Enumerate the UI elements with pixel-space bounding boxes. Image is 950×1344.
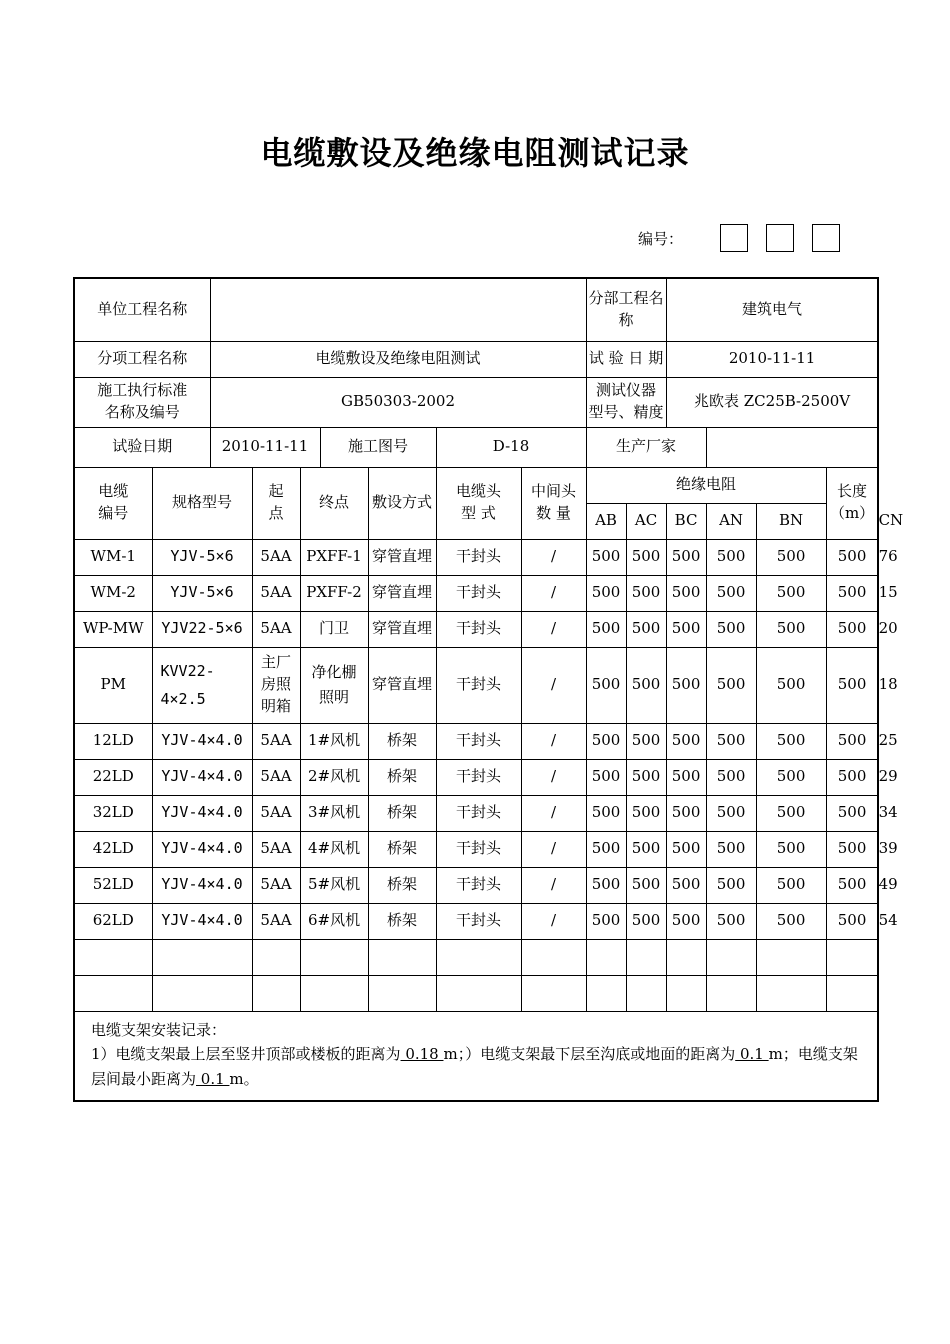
cell-ac[interactable]: 500 — [626, 575, 666, 611]
cell-mid[interactable]: / — [521, 759, 586, 795]
maker-value[interactable] — [706, 427, 878, 467]
empty-cell[interactable] — [706, 939, 756, 975]
col-phase-bc: BC — [666, 503, 706, 539]
cell-cn[interactable]: 500 — [826, 831, 878, 867]
empty-row — [74, 939, 878, 975]
empty-row — [74, 975, 878, 1011]
cell-cn[interactable]: 500 — [826, 539, 878, 575]
cell-mid[interactable]: / — [521, 539, 586, 575]
cell-laying[interactable]: 穿管直埋 — [368, 575, 436, 611]
top-distance-value[interactable]: 0.18 — [400, 1045, 444, 1064]
cell-bc[interactable]: 500 — [666, 759, 706, 795]
cell-ac[interactable]: 500 — [626, 539, 666, 575]
record-table — [73, 277, 904, 1102]
cell-bn[interactable]: 500 — [756, 867, 826, 903]
cell-spec[interactable]: YJV-5×6 — [152, 575, 252, 611]
cell-head[interactable]: 干封头 — [436, 723, 521, 759]
bracket-record-row — [74, 1011, 878, 1101]
cell-cable-no[interactable]: 22LD — [74, 759, 152, 795]
unit-project-label: 单位工程名称 — [74, 278, 210, 341]
empty-cell[interactable] — [300, 975, 368, 1011]
cell-laying[interactable]: 桥架 — [368, 759, 436, 795]
trial-date-label: 试验日期 — [74, 427, 210, 467]
cell-mid[interactable]: / — [521, 723, 586, 759]
cell-cable-no[interactable]: WP-MW — [74, 611, 152, 647]
cell-end[interactable]: 1#风机 — [300, 723, 368, 759]
col-length — [826, 467, 878, 539]
standard-label — [74, 377, 210, 427]
col-cable-no — [74, 467, 152, 539]
cell-an[interactable]: 500 — [706, 539, 756, 575]
cell-mid[interactable]: / — [521, 611, 586, 647]
cell-head[interactable]: 干封头 — [436, 575, 521, 611]
empty-cell[interactable] — [666, 975, 706, 1011]
empty-cell[interactable] — [368, 939, 436, 975]
cell-cable-no[interactable]: WM-1 — [74, 539, 152, 575]
code-box-3[interactable] — [812, 224, 840, 252]
cell-bn[interactable]: 500 — [756, 539, 826, 575]
empty-cell[interactable] — [74, 939, 152, 975]
cell-ab[interactable]: 500 — [586, 831, 626, 867]
cell-spec[interactable]: YJV-4×4.0 — [152, 903, 252, 939]
note-text-2: m；）电缆支架最下层至沟底或地面的距离为 — [443, 1045, 736, 1064]
cell-mid[interactable]: / — [521, 795, 586, 831]
cell-head[interactable]: 干封头 — [436, 795, 521, 831]
cell-laying[interactable]: 穿管直埋 — [368, 611, 436, 647]
table-row: 32LD YJV-4×4.0 5AA 3#风机 桥架 干封头 / 500 500 500 500 500 500 34 — [74, 795, 878, 831]
cell-start-line1: 主厂 — [261, 653, 292, 672]
table-row: 12LD YJV-4×4.0 5AA 1#风机 桥架 干封头 / 500 500 500 500 500 500 25 — [74, 723, 878, 759]
cell-spec-line1: KVV22- — [160, 661, 215, 680]
code-box-1[interactable] — [720, 224, 748, 252]
col-cable-no-line2: 编号 — [98, 504, 129, 522]
table-row: WM-1 YJV-5×6 5AA PXFF-1 穿管直埋 干封头 / 500 500 500 500 500 500 76 — [74, 539, 878, 575]
cell-ac[interactable]: 500 — [626, 795, 666, 831]
cell-mid[interactable]: / — [521, 831, 586, 867]
cell-head[interactable]: 干封头 — [436, 831, 521, 867]
cell-bn[interactable]: 500 — [756, 831, 826, 867]
header-row-1 — [74, 278, 878, 341]
sub-project-value[interactable]: 建筑电气 — [666, 278, 878, 341]
cell-bc[interactable]: 500 — [666, 831, 706, 867]
cell-cable-no[interactable]: 32LD — [74, 795, 152, 831]
layer-distance-value[interactable]: 0.1 — [196, 1070, 230, 1088]
cell-bc[interactable]: 500 — [666, 903, 706, 939]
col-mid-line2: 数 量 — [536, 504, 571, 522]
cell-spec[interactable]: YJV22-5×6 — [152, 611, 252, 647]
cell-spec[interactable] — [152, 647, 252, 723]
cell-start[interactable]: 5AA — [252, 723, 300, 759]
cell-cable-no[interactable]: 62LD — [74, 903, 152, 939]
drawing-value[interactable]: D-18 — [436, 427, 586, 467]
empty-cell[interactable] — [368, 975, 436, 1011]
empty-cell[interactable] — [626, 939, 666, 975]
cell-bc[interactable]: 500 — [666, 723, 706, 759]
table-row: WP-MW YJV22-5×6 5AA 门卫 穿管直埋 干封头 / 500 500 500 500 500 500 20 — [74, 611, 878, 647]
cell-end-line2: 照明 — [319, 688, 350, 706]
cell-spec[interactable]: YJV-4×4.0 — [152, 759, 252, 795]
cell-bc[interactable]: 500 — [666, 795, 706, 831]
cell-ab[interactable]: 500 — [586, 867, 626, 903]
empty-cell[interactable] — [626, 975, 666, 1011]
header-row-4 — [74, 427, 878, 467]
cell-ac[interactable]: 500 — [626, 647, 666, 723]
cell-end[interactable]: PXFF-2 — [300, 575, 368, 611]
table-row: WM-2 YJV-5×6 5AA PXFF-2 穿管直埋 干封头 / 500 500 500 500 500 500 15 — [74, 575, 878, 611]
cell-an[interactable]: 500 — [706, 647, 756, 723]
col-mid — [521, 467, 586, 539]
cell-cn[interactable]: 500 — [826, 903, 878, 939]
cell-bc[interactable]: 500 — [666, 539, 706, 575]
bottom-distance-value[interactable]: 0.1 — [735, 1045, 769, 1064]
cell-bc[interactable]: 500 — [666, 867, 706, 903]
cell-cable-no[interactable]: 12LD — [74, 723, 152, 759]
col-laying: 敷设方式 — [368, 467, 436, 539]
column-header-row-2: AB AC BC AN BN CN — [74, 503, 878, 539]
cell-an[interactable]: 500 — [706, 723, 756, 759]
cell-cn[interactable]: 500 — [826, 795, 878, 831]
col-phase-ab: AB — [586, 503, 626, 539]
cell-bc[interactable]: 500 — [666, 611, 706, 647]
table-row: 42LD YJV-4×4.0 5AA 4#风机 桥架 干封头 / 500 500 500 500 500 500 39 — [74, 831, 878, 867]
unit-project-value[interactable] — [210, 278, 586, 341]
cell-bn[interactable]: 500 — [756, 903, 826, 939]
table-row: PM KVV22- 4×2.5 主厂 房照 明箱 净化棚 照明 穿管直埋 干封头 / 500 500 500 500 500 500 18 — [74, 647, 878, 723]
cell-cable-no[interactable]: PM — [74, 647, 152, 723]
table-row: 62LD YJV-4×4.0 5AA 6#风机 桥架 干封头 / 500 500 500 500 500 500 54 — [74, 903, 878, 939]
cell-start-line2: 房照 — [261, 675, 292, 694]
cell-mid[interactable]: / — [521, 903, 586, 939]
col-mid-line1: 中间头 — [531, 482, 577, 501]
empty-cell[interactable] — [586, 939, 626, 975]
cell-bn[interactable]: 500 — [756, 795, 826, 831]
maker-label: 生产厂家 — [586, 427, 706, 467]
table-row: 52LD YJV-4×4.0 5AA 5#风机 桥架 干封头 / 500 500 500 500 500 500 49 — [74, 867, 878, 903]
cell-cn[interactable]: 500 — [826, 647, 878, 723]
code-label: 编号： — [638, 229, 684, 248]
cell-ab[interactable]: 500 — [586, 611, 626, 647]
cell-an[interactable]: 500 — [706, 795, 756, 831]
cell-cn[interactable]: 500 — [826, 867, 878, 903]
cell-bc[interactable]: 500 — [666, 647, 706, 723]
bracket-record-heading: 电缆支架安装记录： — [91, 1020, 227, 1039]
empty-cell[interactable] — [252, 939, 300, 975]
cell-ab[interactable]: 500 — [586, 539, 626, 575]
cell-cable-no[interactable]: 42LD — [74, 831, 152, 867]
cell-mid[interactable]: / — [521, 575, 586, 611]
cell-start[interactable]: 5AA — [252, 903, 300, 939]
empty-cell[interactable] — [756, 975, 826, 1011]
cell-ac[interactable]: 500 — [626, 723, 666, 759]
cell-start-line3: 明箱 — [261, 696, 292, 715]
col-phase-an: AN — [706, 503, 756, 539]
empty-cell[interactable] — [826, 975, 878, 1011]
cell-an[interactable]: 500 — [706, 759, 756, 795]
cell-ab[interactable]: 500 — [586, 759, 626, 795]
cell-laying[interactable]: 桥架 — [368, 903, 436, 939]
header-row-3 — [74, 377, 878, 427]
empty-cell[interactable] — [436, 939, 521, 975]
standard-value[interactable]: GB50303-2002 — [210, 377, 586, 427]
col-start — [252, 467, 300, 539]
cell-end[interactable]: PXFF-1 — [300, 539, 368, 575]
cell-cn[interactable]: 500 — [826, 611, 878, 647]
cell-ab[interactable]: 500 — [586, 723, 626, 759]
cell-bn[interactable]: 500 — [756, 575, 826, 611]
cell-ac[interactable]: 500 — [626, 867, 666, 903]
cell-head[interactable]: 干封头 — [436, 611, 521, 647]
empty-cell[interactable] — [756, 939, 826, 975]
page-title: 电缆敷设及绝缘电阻测试记录 — [260, 134, 690, 172]
test-date-value[interactable]: 2010-11-11 — [666, 341, 878, 377]
empty-cell[interactable] — [706, 975, 756, 1011]
cell-bc[interactable]: 500 — [666, 575, 706, 611]
cell-cn[interactable]: 500 — [826, 759, 878, 795]
cell-start[interactable]: 5AA — [252, 611, 300, 647]
cell-end[interactable]: 4#风机 — [300, 831, 368, 867]
cell-ab[interactable]: 500 — [586, 795, 626, 831]
cell-end[interactable]: 门卫 — [300, 611, 368, 647]
empty-cell[interactable] — [152, 975, 252, 1011]
cell-ac[interactable]: 500 — [626, 611, 666, 647]
trial-date-value[interactable]: 2010-11-11 — [210, 427, 320, 467]
cell-cn[interactable]: 500 — [826, 723, 878, 759]
code-box-2[interactable] — [766, 224, 794, 252]
drawing-label: 施工图号 — [320, 427, 436, 467]
bracket-record-note — [74, 1011, 878, 1101]
note-text-1: 1）电缆支架最上层至竖井顶部或楼板的距离为 — [91, 1045, 401, 1064]
cell-mid[interactable]: / — [521, 647, 586, 723]
item-project-value[interactable]: 电缆敷设及绝缘电阻测试 — [210, 341, 586, 377]
cell-laying[interactable]: 穿管直埋 — [368, 647, 436, 723]
cell-spec[interactable]: YJV-4×4.0 — [152, 867, 252, 903]
instrument-value[interactable]: 兆欧表 ZC25B-2500V — [666, 377, 878, 427]
col-head-line1: 电缆头 — [456, 482, 502, 501]
cell-an[interactable]: 500 — [706, 867, 756, 903]
col-cable-no-line1: 电缆 — [98, 482, 129, 501]
cell-cable-no[interactable]: 52LD — [74, 867, 152, 903]
cell-bn[interactable]: 500 — [756, 759, 826, 795]
cell-end[interactable]: 6#风机 — [300, 903, 368, 939]
cell-end[interactable]: 5#风机 — [300, 867, 368, 903]
cell-start[interactable]: 5AA — [252, 795, 300, 831]
cell-spec[interactable]: YJV-4×4.0 — [152, 723, 252, 759]
cell-bn[interactable]: 500 — [756, 647, 826, 723]
col-start-line1: 起 — [268, 482, 284, 501]
cell-head[interactable]: 干封头 — [436, 647, 521, 723]
cell-start[interactable]: 5AA — [252, 831, 300, 867]
col-end: 终点 — [300, 467, 368, 539]
empty-cell[interactable] — [666, 939, 706, 975]
cell-laying[interactable]: 穿管直埋 — [368, 539, 436, 575]
cell-head[interactable]: 干封头 — [436, 903, 521, 939]
cell-start[interactable] — [252, 647, 300, 723]
item-project-label: 分项工程名称 — [74, 341, 210, 377]
cell-laying[interactable]: 桥架 — [368, 867, 436, 903]
empty-cell[interactable] — [521, 939, 586, 975]
header-row-2 — [74, 341, 878, 377]
cell-end-line1: 净化棚 — [311, 662, 357, 681]
instrument-label-line2: 型号、精度 — [588, 403, 664, 421]
cell-laying[interactable]: 桥架 — [368, 795, 436, 831]
empty-cell[interactable] — [436, 975, 521, 1011]
cell-bn[interactable]: 500 — [756, 611, 826, 647]
instrument-label-line1: 测试仪器 — [596, 381, 657, 400]
col-phase-bn: BN — [756, 503, 826, 539]
instrument-label — [586, 377, 666, 427]
empty-cell[interactable] — [586, 975, 626, 1011]
cell-mid[interactable]: / — [521, 867, 586, 903]
col-length-line2: （m） — [829, 504, 875, 522]
cell-ab[interactable]: 500 — [586, 903, 626, 939]
col-insulation: 绝缘电阻 — [586, 467, 826, 503]
empty-cell[interactable] — [300, 939, 368, 975]
cell-ac[interactable]: 500 — [626, 759, 666, 795]
cell-ac[interactable]: 500 — [626, 831, 666, 867]
empty-cell[interactable] — [152, 939, 252, 975]
note-text-3: m；电缆支架层间最小距离为 — [91, 1045, 858, 1088]
cell-an[interactable]: 500 — [706, 575, 756, 611]
col-head-line2: 型 式 — [461, 504, 496, 522]
cell-start[interactable]: 5AA — [252, 539, 300, 575]
col-start-line2: 点 — [268, 504, 284, 522]
empty-cell[interactable] — [74, 975, 152, 1011]
cell-spec-line2: 4×2.5 — [160, 690, 206, 708]
cell-an[interactable]: 500 — [706, 903, 756, 939]
empty-cell[interactable] — [826, 939, 878, 975]
cell-cable-no[interactable]: WM-2 — [74, 575, 152, 611]
table-row: 22LD YJV-4×4.0 5AA 2#风机 桥架 干封头 / 500 500 500 500 500 500 29 — [74, 759, 878, 795]
sub-project-label: 分部工程名称 — [586, 278, 666, 341]
col-phase-ac: AC — [626, 503, 666, 539]
cell-spec[interactable]: YJV-4×4.0 — [152, 795, 252, 831]
cell-start[interactable]: 5AA — [252, 575, 300, 611]
cell-spec[interactable]: YJV-5×6 — [152, 539, 252, 575]
cell-head[interactable]: 干封头 — [436, 867, 521, 903]
cell-bn[interactable]: 500 — [756, 723, 826, 759]
cell-head[interactable]: 干封头 — [436, 759, 521, 795]
cell-laying[interactable]: 桥架 — [368, 831, 436, 867]
cell-end[interactable] — [300, 647, 368, 723]
cell-ab[interactable]: 500 — [586, 575, 626, 611]
test-date-label: 试 验 日 期 — [586, 341, 666, 377]
cell-laying[interactable]: 桥架 — [368, 723, 436, 759]
cell-start[interactable]: 5AA — [252, 759, 300, 795]
cell-ab[interactable]: 500 — [586, 647, 626, 723]
empty-cell[interactable] — [521, 975, 586, 1011]
cell-end[interactable]: 2#风机 — [300, 759, 368, 795]
col-head — [436, 467, 521, 539]
standard-label-line2: 名称及编号 — [104, 403, 180, 421]
standard-label-line1: 施工执行标准 — [97, 381, 188, 400]
col-length-line1: 长度 — [837, 482, 868, 501]
cell-start[interactable]: 5AA — [252, 867, 300, 903]
cell-cn[interactable]: 500 — [826, 575, 878, 611]
cell-spec[interactable]: YJV-4×4.0 — [152, 831, 252, 867]
note-text-4: m。 — [229, 1070, 259, 1088]
cell-end[interactable]: 3#风机 — [300, 795, 368, 831]
column-header-row-1 — [74, 467, 878, 503]
cell-an[interactable]: 500 — [706, 831, 756, 867]
col-spec: 规格型号 — [152, 467, 252, 539]
empty-cell[interactable] — [252, 975, 300, 1011]
cell-ac[interactable]: 500 — [626, 903, 666, 939]
record-code — [638, 224, 858, 252]
cell-an[interactable]: 500 — [706, 611, 756, 647]
cell-head[interactable]: 干封头 — [436, 539, 521, 575]
